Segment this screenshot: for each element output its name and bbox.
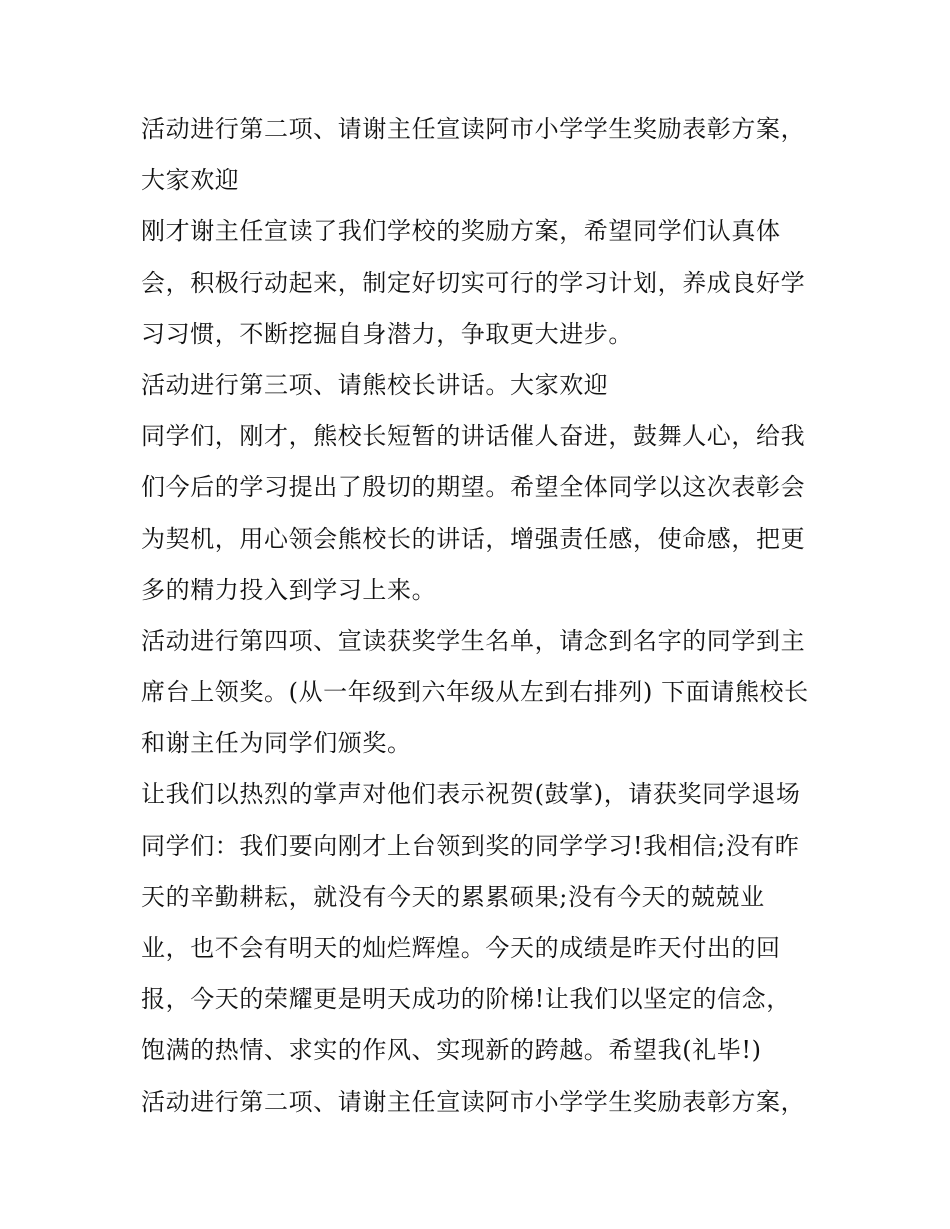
text-line-11: 活动进行第四项、宣读获奖学生名单，请念到名字的同学到主 [141,626,806,655]
text-line-19: 饱满的热情、求实的作风、实现新的跨越。希望我(礼毕!) [141,1036,762,1065]
text-line-16: 天的辛勤耕耘，就没有今天的累累硕果;没有今天的兢兢业 [141,882,765,911]
text-line-15: 同学们：我们要向刚才上台领到奖的同学学习!我相信;没有昨 [141,831,800,860]
text-line-18: 报，今天的荣耀更是明天成功的阶梯!让我们以坚定的信念， [141,985,791,1014]
text-line-4: 会，积极行动起来，制定好切实可行的学习计划，养成良好学 [141,268,806,297]
text-line-20: 活动进行第二项、请谢主任宣读阿市小学学生奖励表彰方案， [141,1087,806,1116]
text-line-14: 让我们以热烈的掌声对他们表示祝贺(鼓掌)，请获奖同学退场 [141,780,801,809]
text-line-10: 多的精力投入到学习上来。 [141,575,437,604]
text-line-17: 业，也不会有明天的灿烂辉煌。今天的成绩是昨天付出的回 [141,934,781,962]
text-line-12: 席台上领奖。(从一年级到六年级从左到右排列) 下面请熊校长 [141,678,809,707]
text-line-1: 活动进行第二项、请谢主任宣读阿市小学学生奖励表彰方案， [141,115,806,143]
text-line-9: 为契机，用心领会熊校长的讲话，增强责任感，使命感，把更 [141,524,806,553]
text-line-7: 同学们，刚才，熊校长短暂的讲话催人奋进，鼓舞人心，给我 [141,422,806,451]
text-line-8: 们今后的学习提出了殷切的期望。希望全体同学以这次表彰会 [141,473,806,502]
text-line-2: 大家欢迎 [141,166,240,195]
text-line-6: 活动进行第三项、请熊校长讲话。大家欢迎 [141,370,609,399]
text-line-3: 刚才谢主任宣读了我们学校的奖励方案，希望同学们认真体 [141,217,781,246]
text-line-13: 和谢主任为同学们颁奖。 [141,729,412,758]
document-body [141,104,831,1128]
text-line-5: 习习惯，不断挖掘自身潜力，争取更大进步。 [141,319,633,348]
